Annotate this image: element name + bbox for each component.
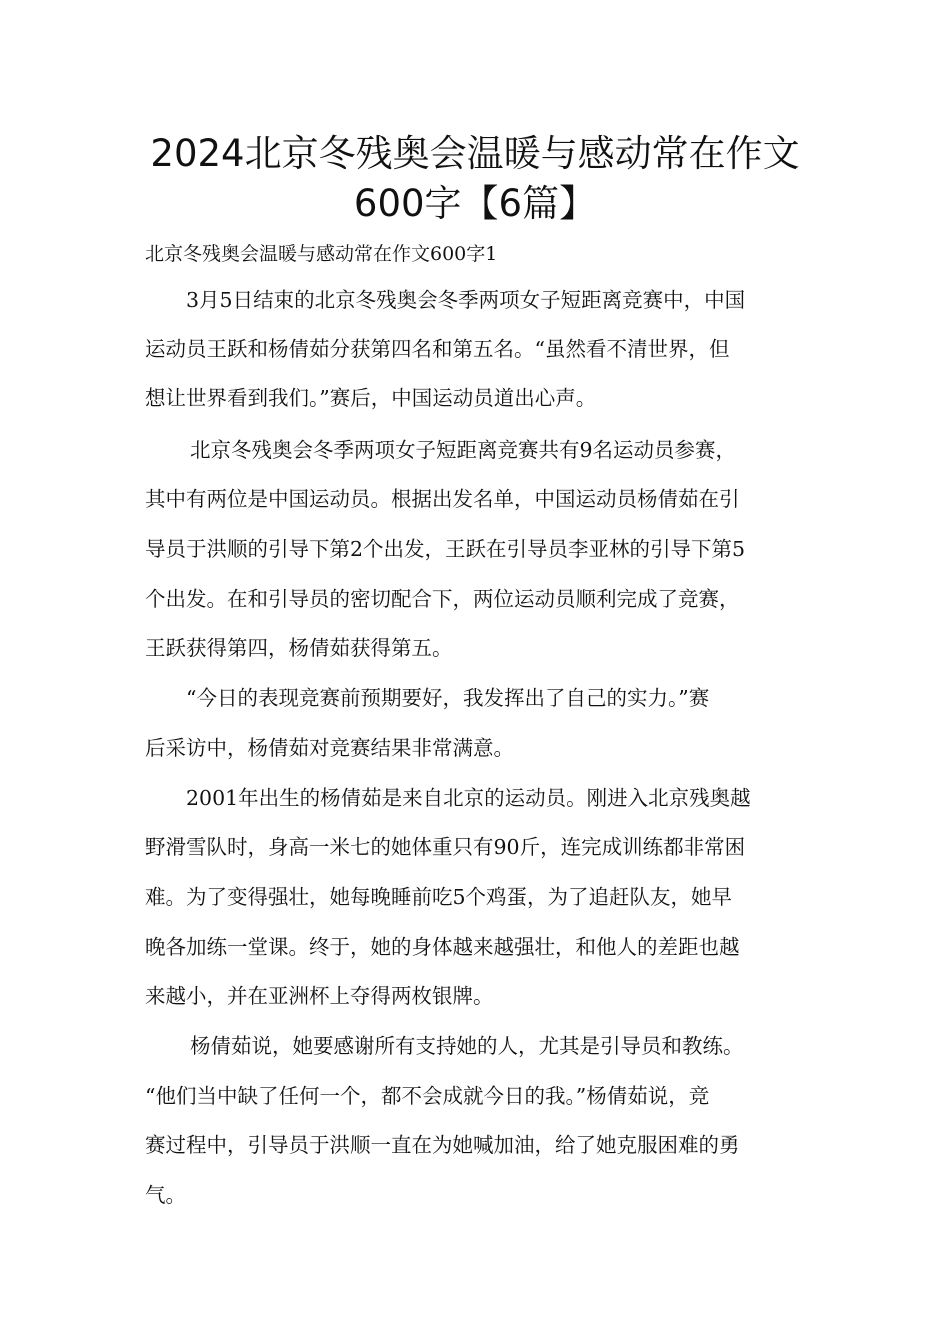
paragraph-2-line-4: 个出发。在和引导员的密切配合下，两位运动员顺利完成了竞赛， (145, 587, 740, 611)
paragraph-4-line-1: 2001年出生的杨倩茹是来自北京的运动员。刚进入北京残奥越 (186, 786, 751, 810)
document-title-line-2: 600字【6篇】 (353, 182, 597, 225)
paragraph-1-line-3: 想让世界看到我们。”赛后，中国运动员道出心声。 (145, 386, 597, 410)
paragraph-3-line-2: 后采访中，杨倩茹对竞赛结果非常满意。 (145, 736, 514, 760)
paragraph-1-line-1: 3月5日结束的北京冬残奥会冬季两项女子短距离竞赛中，中国 (186, 288, 746, 312)
paragraph-1-line-2: 运动员王跃和杨倩茹分获第四名和第五名。“虽然看不清世界，但 (145, 337, 730, 361)
paragraph-5-line-4: 气。 (145, 1183, 186, 1207)
paragraph-3-line-1: “今日的表现竞赛前预期要好，我发挥出了自己的实力。”赛 (186, 686, 710, 710)
paragraph-2-line-3: 导员于洪顺的引导下第2个出发，王跃在引导员李亚林的引导下第5 (145, 537, 746, 561)
paragraph-2-line-2: 其中有两位是中国运动员。根据出发名单，中国运动员杨倩茹在引 (145, 487, 740, 511)
paragraph-4-line-5: 来越小，并在亚洲杯上夺得两枚银牌。 (145, 984, 494, 1008)
paragraph-5-line-1: 杨倩茹说，她要感谢所有支持她的人，尤其是引导员和教练。 (190, 1034, 744, 1058)
essay-subheading: 北京冬残奥会温暖与感动常在作文600字1 (145, 243, 498, 265)
paragraph-4-line-3: 难。为了变得强壮，她每晚睡前吃5个鸡蛋，为了追赶队友，她早 (145, 885, 733, 909)
paragraph-5-line-3: 赛过程中，引导员于洪顺一直在为她喊加油，给了她克服困难的勇 (145, 1133, 740, 1157)
paragraph-5-line-2: “他们当中缺了任何一个，都不会成就今日的我。”杨倩茹说，竞 (145, 1084, 710, 1108)
paragraph-4-line-4: 晚各加练一堂课。终于，她的身体越来越强壮，和他人的差距也越 (145, 935, 740, 959)
paragraph-2-line-5: 王跃获得第四，杨倩茹获得第五。 (145, 636, 453, 660)
document-title-line-1: 2024北京冬残奥会温暖与感动常在作文 (150, 132, 800, 175)
paragraph-4-line-2: 野滑雪队时，身高一米七的她体重只有90斤，连完成训练都非常困 (145, 835, 746, 859)
paragraph-2-line-1: 北京冬残奥会冬季两项女子短距离竞赛共有9名运动员参赛， (190, 438, 737, 462)
